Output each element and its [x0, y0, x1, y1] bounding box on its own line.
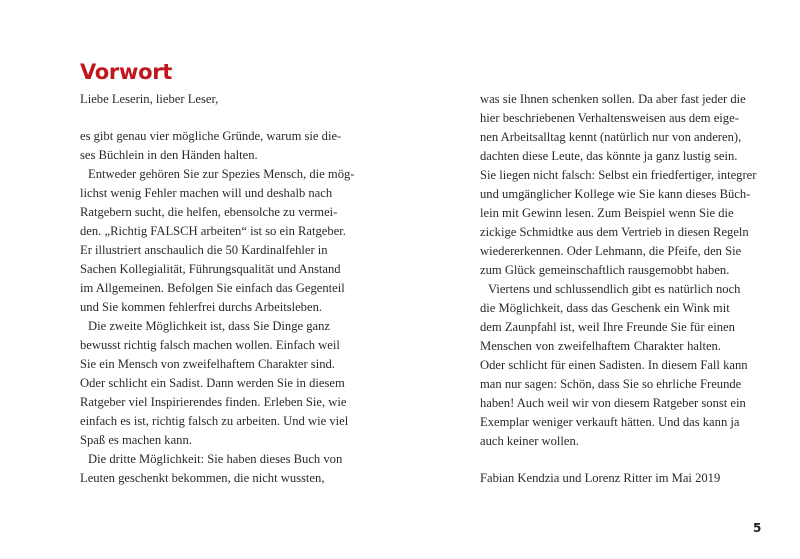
text-line: Sie liegen nicht falsch: Selbst ein friedfertiger, integrer: [480, 168, 757, 182]
text-line: Die dritte Möglichkeit: Sie haben dieses Buch von: [88, 452, 343, 466]
text-line: Sie ein Mensch von zweifelhaftem Charakter sind.: [80, 357, 335, 371]
text-line: ses Büchlein in den Händen halten.: [80, 148, 258, 162]
text-line: und Sie kommen fehlerfrei durchs Arbeitsleben.: [80, 300, 323, 314]
page-number: 5: [753, 521, 762, 535]
paragraph: [80, 90, 321, 109]
text-line: dachten diese Leute, das könnte ja ganz lustig sein.: [480, 149, 738, 163]
text-line: lichst wenig Fehler machen will und deshalb nach: [80, 186, 333, 200]
right-page-text: [480, 90, 757, 488]
paragraph: [80, 317, 349, 450]
text-line: haben! Auch weil wir von diesem Ratgeber sonst ein: [480, 396, 746, 410]
text-line: einfach es ist, richtig falsch zu arbeiten. Und wie viel: [80, 414, 349, 428]
text-line: dem Zaunpfahl ist, weil Ihre Freunde Sie für einen: [480, 320, 735, 334]
text-line: den. „Richtig FALSCH arbeiten“ ist so ein Ratgeber.: [80, 224, 346, 238]
paragraph: [480, 469, 721, 488]
paragraph: [480, 280, 748, 451]
text-line: Liebe Leserin, lieber Leser,: [80, 92, 219, 106]
text-line: Ratgeber viel Inspirierendes finden. Erleben Sie, wie: [80, 395, 347, 409]
paragraph-gap: [480, 451, 721, 469]
text-line: Spaß es machen kann.: [80, 433, 192, 447]
text-line: Ratgebern sucht, die helfen, ebensolche zu vermei-: [80, 205, 338, 219]
text-line: zickige Schmidtke aus dem Vertrieb in diesen Regeln: [480, 225, 749, 239]
text-line: es gibt genau vier mögliche Gründe, warum sie die-: [80, 129, 342, 143]
text-line: Oder schlicht für einen Sadisten. In diesem Fall kann: [480, 358, 748, 372]
text-line: Sachen Kollegialität, Führungsqualität und Anstand: [80, 262, 341, 276]
paragraph: [80, 450, 343, 488]
chapter-heading: Vorwort: [80, 60, 173, 84]
paragraph: [80, 127, 342, 165]
text-line: zum Glück gemeinschaftlich rausgemobbt haben.: [480, 263, 730, 277]
text-line: wiedererkennen. Oder Lehmann, die Pfeife, den Sie: [480, 244, 742, 258]
text-line: Exemplar weniger verkauft hätten. Und das kann ja: [480, 415, 740, 429]
text-line: Viertens und schlussendlich gibt es natürlich noch: [488, 282, 741, 296]
text-line: was sie Ihnen schenken sollen. Da aber fast jeder die: [480, 92, 746, 106]
text-line: Entweder gehören Sie zur Spezies Mensch, die mög-: [88, 167, 355, 181]
paragraph-gap: [80, 109, 321, 127]
text-line: man nur sagen: Schön, dass Sie so ehrliche Freunde: [480, 377, 742, 391]
text-line: Er illustriert anschaulich die 50 Kardinalfehler in: [80, 243, 328, 257]
text-line: Leuten geschenkt bekommen, die nicht wussten,: [80, 471, 325, 485]
text-line: Menschen von zweifelhaftem Charakter halten.: [480, 339, 721, 353]
text-line: auch keiner wollen.: [480, 434, 579, 448]
text-line: Die zweite Möglichkeit ist, dass Sie Dinge ganz: [88, 319, 331, 333]
text-line: im Allgemeinen. Befolgen Sie einfach das Gegenteil: [80, 281, 345, 295]
text-line: Oder schlicht ein Sadist. Dann werden Sie in diesem: [80, 376, 345, 390]
text-line: hier beschriebenen Verhaltensweisen aus dem eige-: [480, 111, 739, 125]
paragraph: [480, 90, 757, 280]
text-line: Fabian Kendzia und Lorenz Ritter im Mai 2019: [480, 471, 721, 485]
paragraph: [80, 165, 355, 317]
text-line: nen Arbeitsalltag kennt (natürlich nur von anderen),: [480, 130, 742, 144]
text-line: bewusst richtig falsch machen wollen. Einfach weil: [80, 338, 340, 352]
text-line: die Möglichkeit, dass das Geschenk ein Wink mit: [480, 301, 730, 315]
text-line: lein mit Gewinn lesen. Zum Beispiel wenn Sie die: [480, 206, 734, 220]
left-page-text: [80, 90, 355, 488]
text-line: und umgänglicher Kollege wie Sie kann dieses Büch-: [480, 187, 751, 201]
